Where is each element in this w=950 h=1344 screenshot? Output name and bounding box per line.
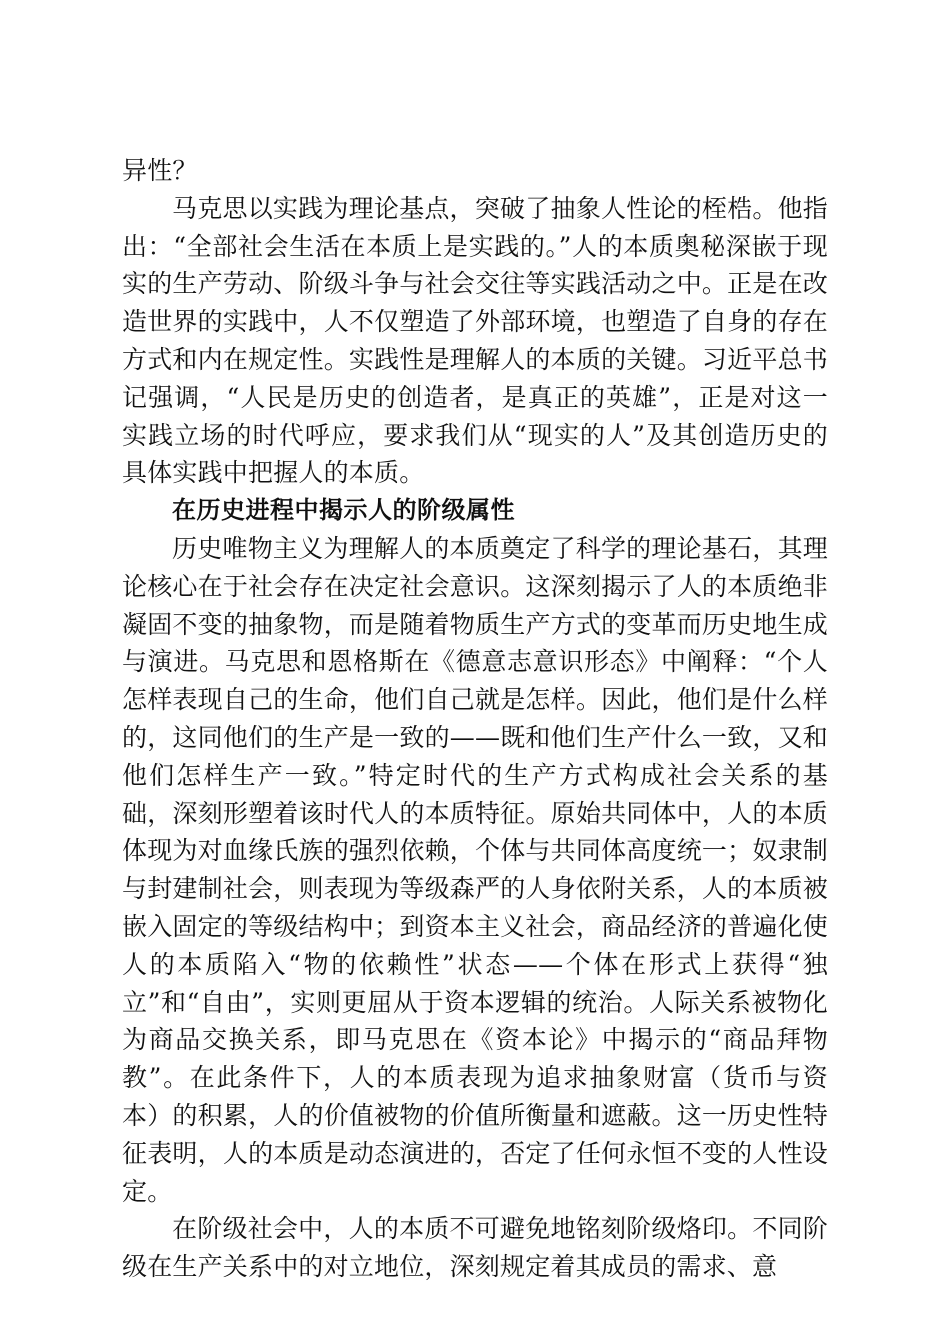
paragraph-historical-materialism: 历史唯物主义为理解人的本质奠定了科学的理论基石，其理论核心在于社会存在决定社会意识。这深刻揭示了人的本质绝非凝固不变的抽象物，而是随着物质生产方式的变革而历史地生成与演进。马克思和恩格斯在《德意志意识形态》中阐释：“个人怎样表现自己的生命，他们自己就是怎样。因此，他们是什么样的，这同他们的生产是一致的——既和他们生产什么一致，又和他们怎样生产一致。”特定时代的生产方式构成社会关系的基础，深刻形塑着该时代人的本质特征。原始共同体中，人的本质体现为对血缘氏族的强烈依赖，个体与共同体高度统一；奴隶制与封建制社会，则表现为等级森严的人身依附关系，人的本质被嵌入固定的等级结构中；到资本主义社会，商品经济的普遍化使人的本质陷入“物的依赖性”状态——个体在形式上获得“独立”和“自由”，实则更屈从于资本逻辑的统治。人际关系被物化为商品交换关系，即马克思在《资本论》中揭示的“商品拜物教”。在此条件下，人的本质表现为追求抽象财富（货币与资本）的积累，人的价值被物的价值所衡量和遮蔽。这一历史性特征表明，人的本质是动态演进的，否定了任何永恒不变的人性设定。 [122,533,828,1206]
document-body [122,152,828,1286]
paragraph-practice: 马克思以实践为理论基点，突破了抽象人性论的桎梏。他指出：“全部社会生活在本质上是实践的。”人的本质奥秘深嵌于现实的生产劳动、阶级斗争与社会交往等实践活动之中。正是在改造世界的实践中，人不仅塑造了外部环境，也塑造了自身的存在方式和内在规定性。实践性是理解人的本质的关键。习近平总书记强调，“人民是历史的创造者，是真正的英雄”，正是对这一实践立场的时代呼应，要求我们从“现实的人”及其创造历史的具体实践中把握人的本质。 [122,193,828,488]
paragraph-class-society: 在阶级社会中，人的本质不可避免地铭刻阶级烙印。不同阶级在生产关系中的对立地位，深刻规定着其成员的需求、意 [122,1214,828,1282]
paragraph-continuation: 异性？ [122,156,198,185]
section-heading: 在历史进程中揭示人的阶级属性 [172,496,515,525]
